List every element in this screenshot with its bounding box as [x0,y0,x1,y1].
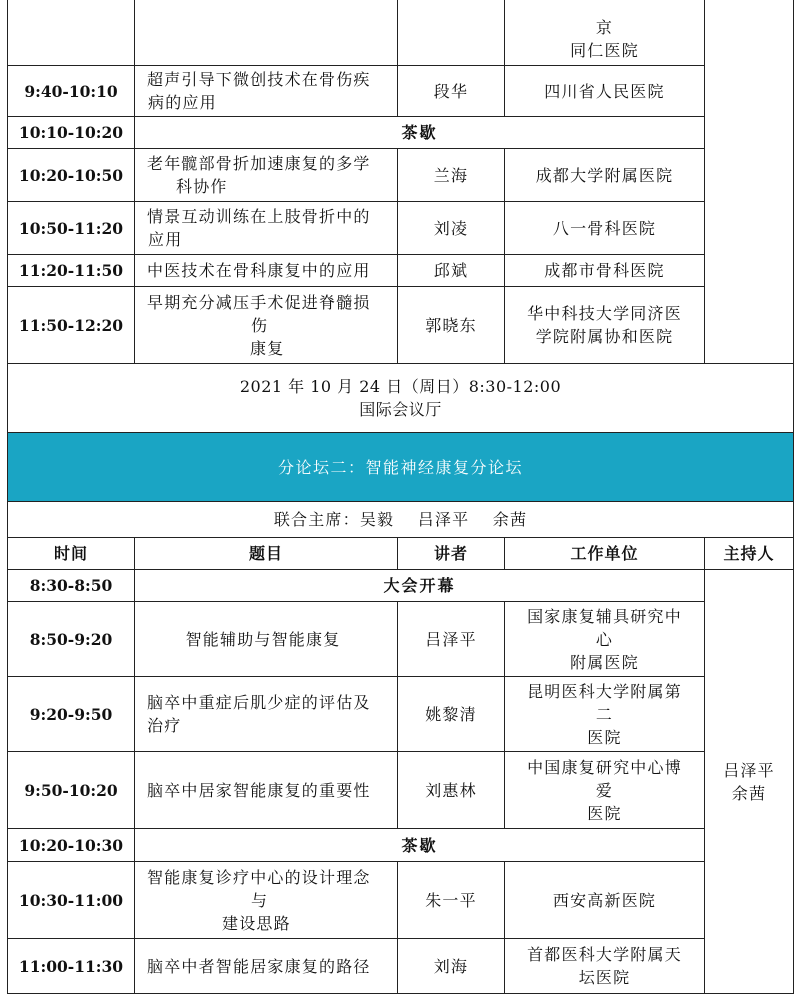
break-label: 茶歇 [135,829,705,862]
chairs-row [8,502,794,538]
speaker-cell: 吕泽平 [398,602,505,677]
speaker-cell: 邱斌 [398,255,505,287]
time-cell: 10:30-11:00 [8,862,135,939]
speaker-cell: 郭晓东 [398,287,505,364]
break-row [8,570,794,602]
time-cell: 8:30-8:50 [8,570,135,602]
header-row [8,538,794,570]
time-cell: 8:50-9:20 [8,602,135,677]
unit-cell: 成都大学附属医院 [505,149,705,202]
table-row [8,0,794,66]
header-topic: 题目 [135,538,398,570]
host-name: 余茜 [731,783,767,803]
unit-cell: 八一骨科医院 [505,202,705,255]
speaker-cell: 兰海 [398,149,505,202]
time-cell: 10:20-10:30 [8,829,135,862]
speaker-cell: 刘凌 [398,202,505,255]
table-row [8,287,794,364]
forum-title: 分论坛二：智能神经康复分论坛 [8,433,794,502]
unit-cell: 成都市骨科医院 [505,255,705,287]
chairs-line: 联合主席：吴毅 吕泽平 余茜 [8,502,794,538]
host-cell [705,570,794,994]
break-row [8,829,794,862]
topic-cell: 中医技术在骨科康复中的应用 [135,255,398,287]
time-cell: 10:50-11:20 [8,202,135,255]
time-cell: 10:20-10:50 [8,149,135,202]
topic-cell: 智能康复诊疗中心的设计理念 与 建设思路 [135,862,398,939]
unit-cell: 华中科技大学同济医 学院附属协和医院 [505,287,705,364]
time-cell: 10:10-10:20 [8,117,135,149]
speaker-cell: 姚黎清 [398,677,505,752]
host-name: 吕泽平 [723,760,775,780]
topic-cell: 脑卒中居家智能康复的重要性 [135,752,398,829]
unit-cell: 昆明医科大学附属第 二 医院 [505,677,705,752]
table-row [8,66,794,117]
header-time: 时间 [8,538,135,570]
time-cell: 9:50-10:20 [8,752,135,829]
forum-banner-row [8,433,794,502]
table-row [8,752,794,829]
speaker-cell [398,0,505,66]
table-row [8,602,794,677]
topic-cell: 智能辅助与智能康复 [135,602,398,677]
session-venue: 国际会议厅 [359,400,442,419]
time-cell: 9:40-10:10 [8,66,135,117]
unit-cell: 四川省人民医院 [505,66,705,117]
topic-cell: 脑卒中重症后肌少症的评估及 治疗 [135,677,398,752]
header-speaker: 讲者 [398,538,505,570]
time-cell [8,0,135,66]
speaker-cell: 段华 [398,66,505,117]
speaker-cell: 朱一平 [398,862,505,939]
unit-cell: 中国康复研究中心博 爱 医院 [505,752,705,829]
header-host: 主持人 [705,538,794,570]
schedule-table [7,0,794,994]
topic-cell: 超声引导下微创技术在骨伤疾 病的应用 [135,66,398,117]
session-date: 2021 年 10 月 24 日（周日）8:30-12:00 [239,377,562,396]
unit-cell: 首都医科大学附属天 坛医院 [505,939,705,994]
time-cell: 11:20-11:50 [8,255,135,287]
topic-cell: 老年髋部骨折加速康复的多学 科协作 [135,149,398,202]
unit-cell: 西安高新医院 [505,862,705,939]
unit-cell: 京 同仁医院 [505,0,705,66]
table-row [8,939,794,994]
table-row [8,255,794,287]
table-row [8,202,794,255]
host-cell-top [705,0,794,364]
time-cell: 11:50-12:20 [8,287,135,364]
break-label: 茶歇 [135,117,705,149]
table-row [8,677,794,752]
unit-cell: 国家康复辅具研究中 心 附属医院 [505,602,705,677]
time-cell: 11:00-11:30 [8,939,135,994]
topic-cell: 早期充分减压手术促进脊髓损 伤 康复 [135,287,398,364]
topic-cell: 情景互动训练在上肢骨折中的 应用 [135,202,398,255]
topic-cell [135,0,398,66]
table-row [8,862,794,939]
break-row [8,117,794,149]
header-unit: 工作单位 [505,538,705,570]
session-info [8,364,794,433]
time-cell: 9:20-9:50 [8,677,135,752]
session-info-row [8,364,794,433]
speaker-cell: 刘惠林 [398,752,505,829]
speaker-cell: 刘海 [398,939,505,994]
break-label: 大会开幕 [135,570,705,602]
table-row [8,149,794,202]
topic-cell: 脑卒中者智能居家康复的路径 [135,939,398,994]
